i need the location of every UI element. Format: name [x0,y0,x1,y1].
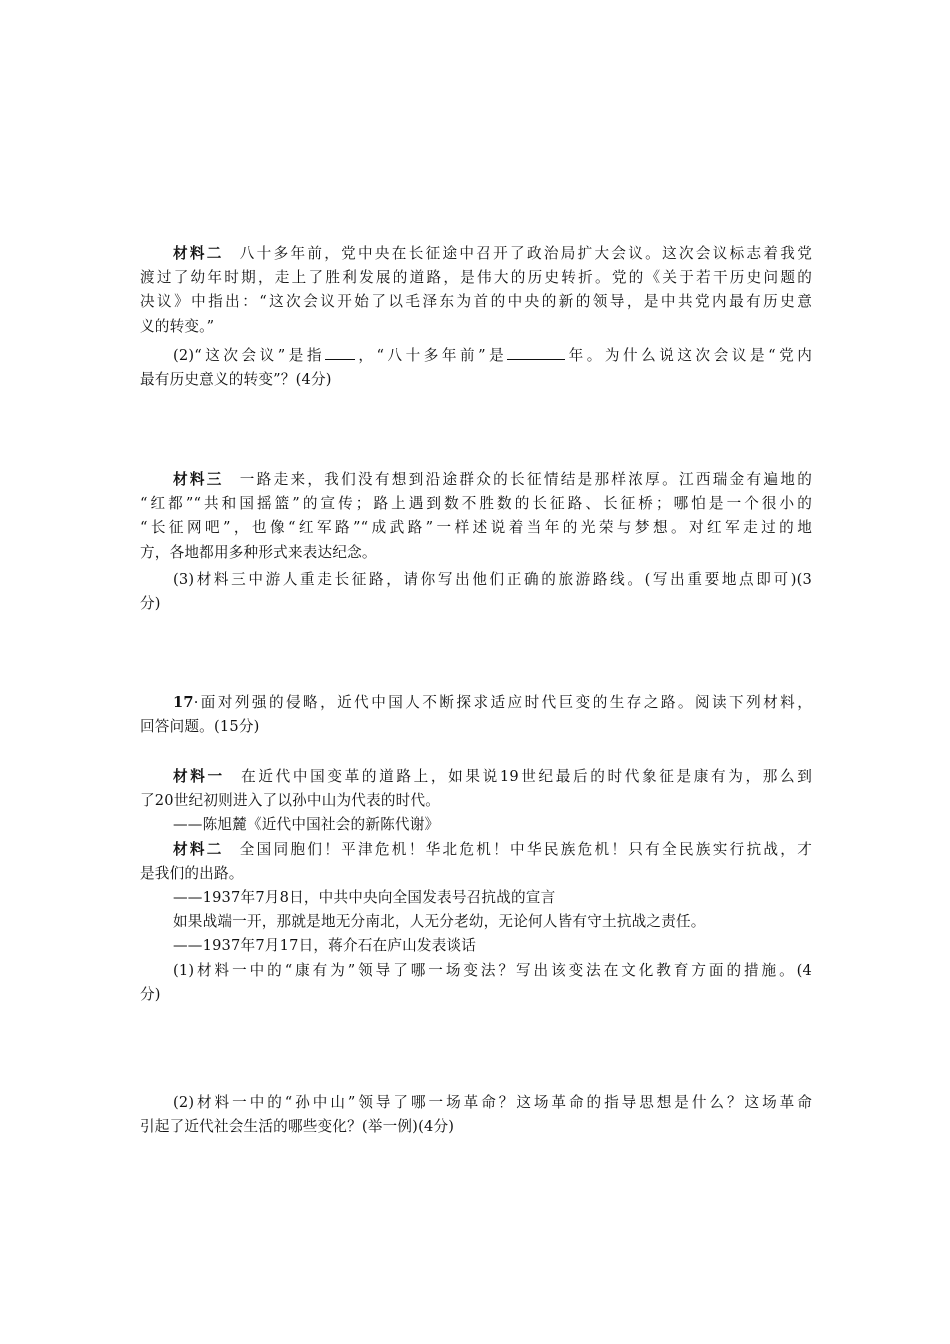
passage-line: 材料二 八十多年前，党中央在长征途中召开了政治局扩大会议。这次会议标志着我党 [173,245,812,262]
passage-line: 方，各地都用多种形式来表达纪念。 [140,543,377,561]
passage-line: 渡过了幼年时期，走上了胜利发展的道路，是伟大的历史转折。党的《关于若干历史问题的 [140,269,812,287]
question-17-materials [140,765,812,1007]
passage-line: 是我们的出路。 [140,864,244,882]
question-line: (3)材料三中游人重走长征路，请你写出他们正确的旅游路线。(写出重要地点即可)(3 [173,571,812,588]
answer-blank[interactable] [325,345,355,360]
question-3 [140,568,812,616]
passage-line: “长征网吧”，也像“红军路”“成武路”一样述说着当年的光荣与梦想。对红军走过的地 [140,519,812,537]
material-label: 材料三 [173,471,224,488]
passage-line: “红都”“共和国摇篮”的宣传；路上遇到数不胜数的长征路、长征桥；哪怕是一个很小的 [140,495,812,513]
question-line: (1)材料一中的“康有为”领导了哪一场变法？写出该变法在文化教育方面的措施。(4 [173,961,812,979]
question-line: 分) [140,595,161,613]
question-line: 引起了近代社会生活的哪些变化？(举一例)(4分) [140,1118,455,1136]
passage-line: 义的转变。” [140,317,215,335]
material-label: 材料一 [173,768,225,785]
passage-line: 了20世纪初则进入了以孙中山为代表的时代。 [140,792,441,810]
material-three-passage [140,468,812,565]
question-line: 最有历史意义的转变”？(4分) [140,371,332,389]
question-line: 分) [140,985,161,1003]
question-line: (2)材料一中的“孙中山”领导了哪一场革命？这场革命的指导思想是什么？这场革命 [173,1094,812,1111]
passage-line: 如果战端一开，那就是地无分南北，人无分老幼，无论何人皆有守土抗战之责任。 [173,913,706,931]
material-label: 材料二 [173,245,224,262]
passage-line: 决议》中指出：“这次会议开始了以毛泽东为首的中央的新的领导，是中共党内最有历史意 [140,293,812,311]
source-citation: ——1937年7月17日，蒋介石在庐山发表谈话 [173,937,477,955]
answer-blank[interactable] [507,345,565,360]
question-17-2 [140,1091,812,1139]
passage-line: 材料二 全国同胞们！平津危机！华北危机！中华民族危机！只有全民族实行抗战，才 [173,840,812,858]
material-label: 材料二 [173,840,224,858]
question-line: 17·面对列强的侵略，近代中国人不断探求适应时代巨变的生存之路。阅读下列材料， [173,694,812,711]
question-2 [140,344,812,392]
question-17 [140,691,812,739]
question-number: 17 [173,694,194,711]
passage-line: 材料一 在近代中国变革的道路上，如果说19世纪最后的时代象征是康有为，那么到 [173,768,812,785]
passage-line: 材料三 一路走来，我们没有想到沿途群众的长征情结是那样浓厚。江西瑞金有遍地的 [173,471,812,488]
question-line: (2)“这次会议”是指 ，“八十多年前”是 年。为什么说这次会议是“党内 [173,347,813,364]
material-two-passage [140,242,812,339]
question-line: 回答问题。(15分) [140,718,260,736]
source-citation: ——陈旭麓《近代中国社会的新陈代谢》 [173,816,440,834]
source-citation: ——1937年7月8日，中共中央向全国发表号召抗战的宣言 [173,888,556,906]
